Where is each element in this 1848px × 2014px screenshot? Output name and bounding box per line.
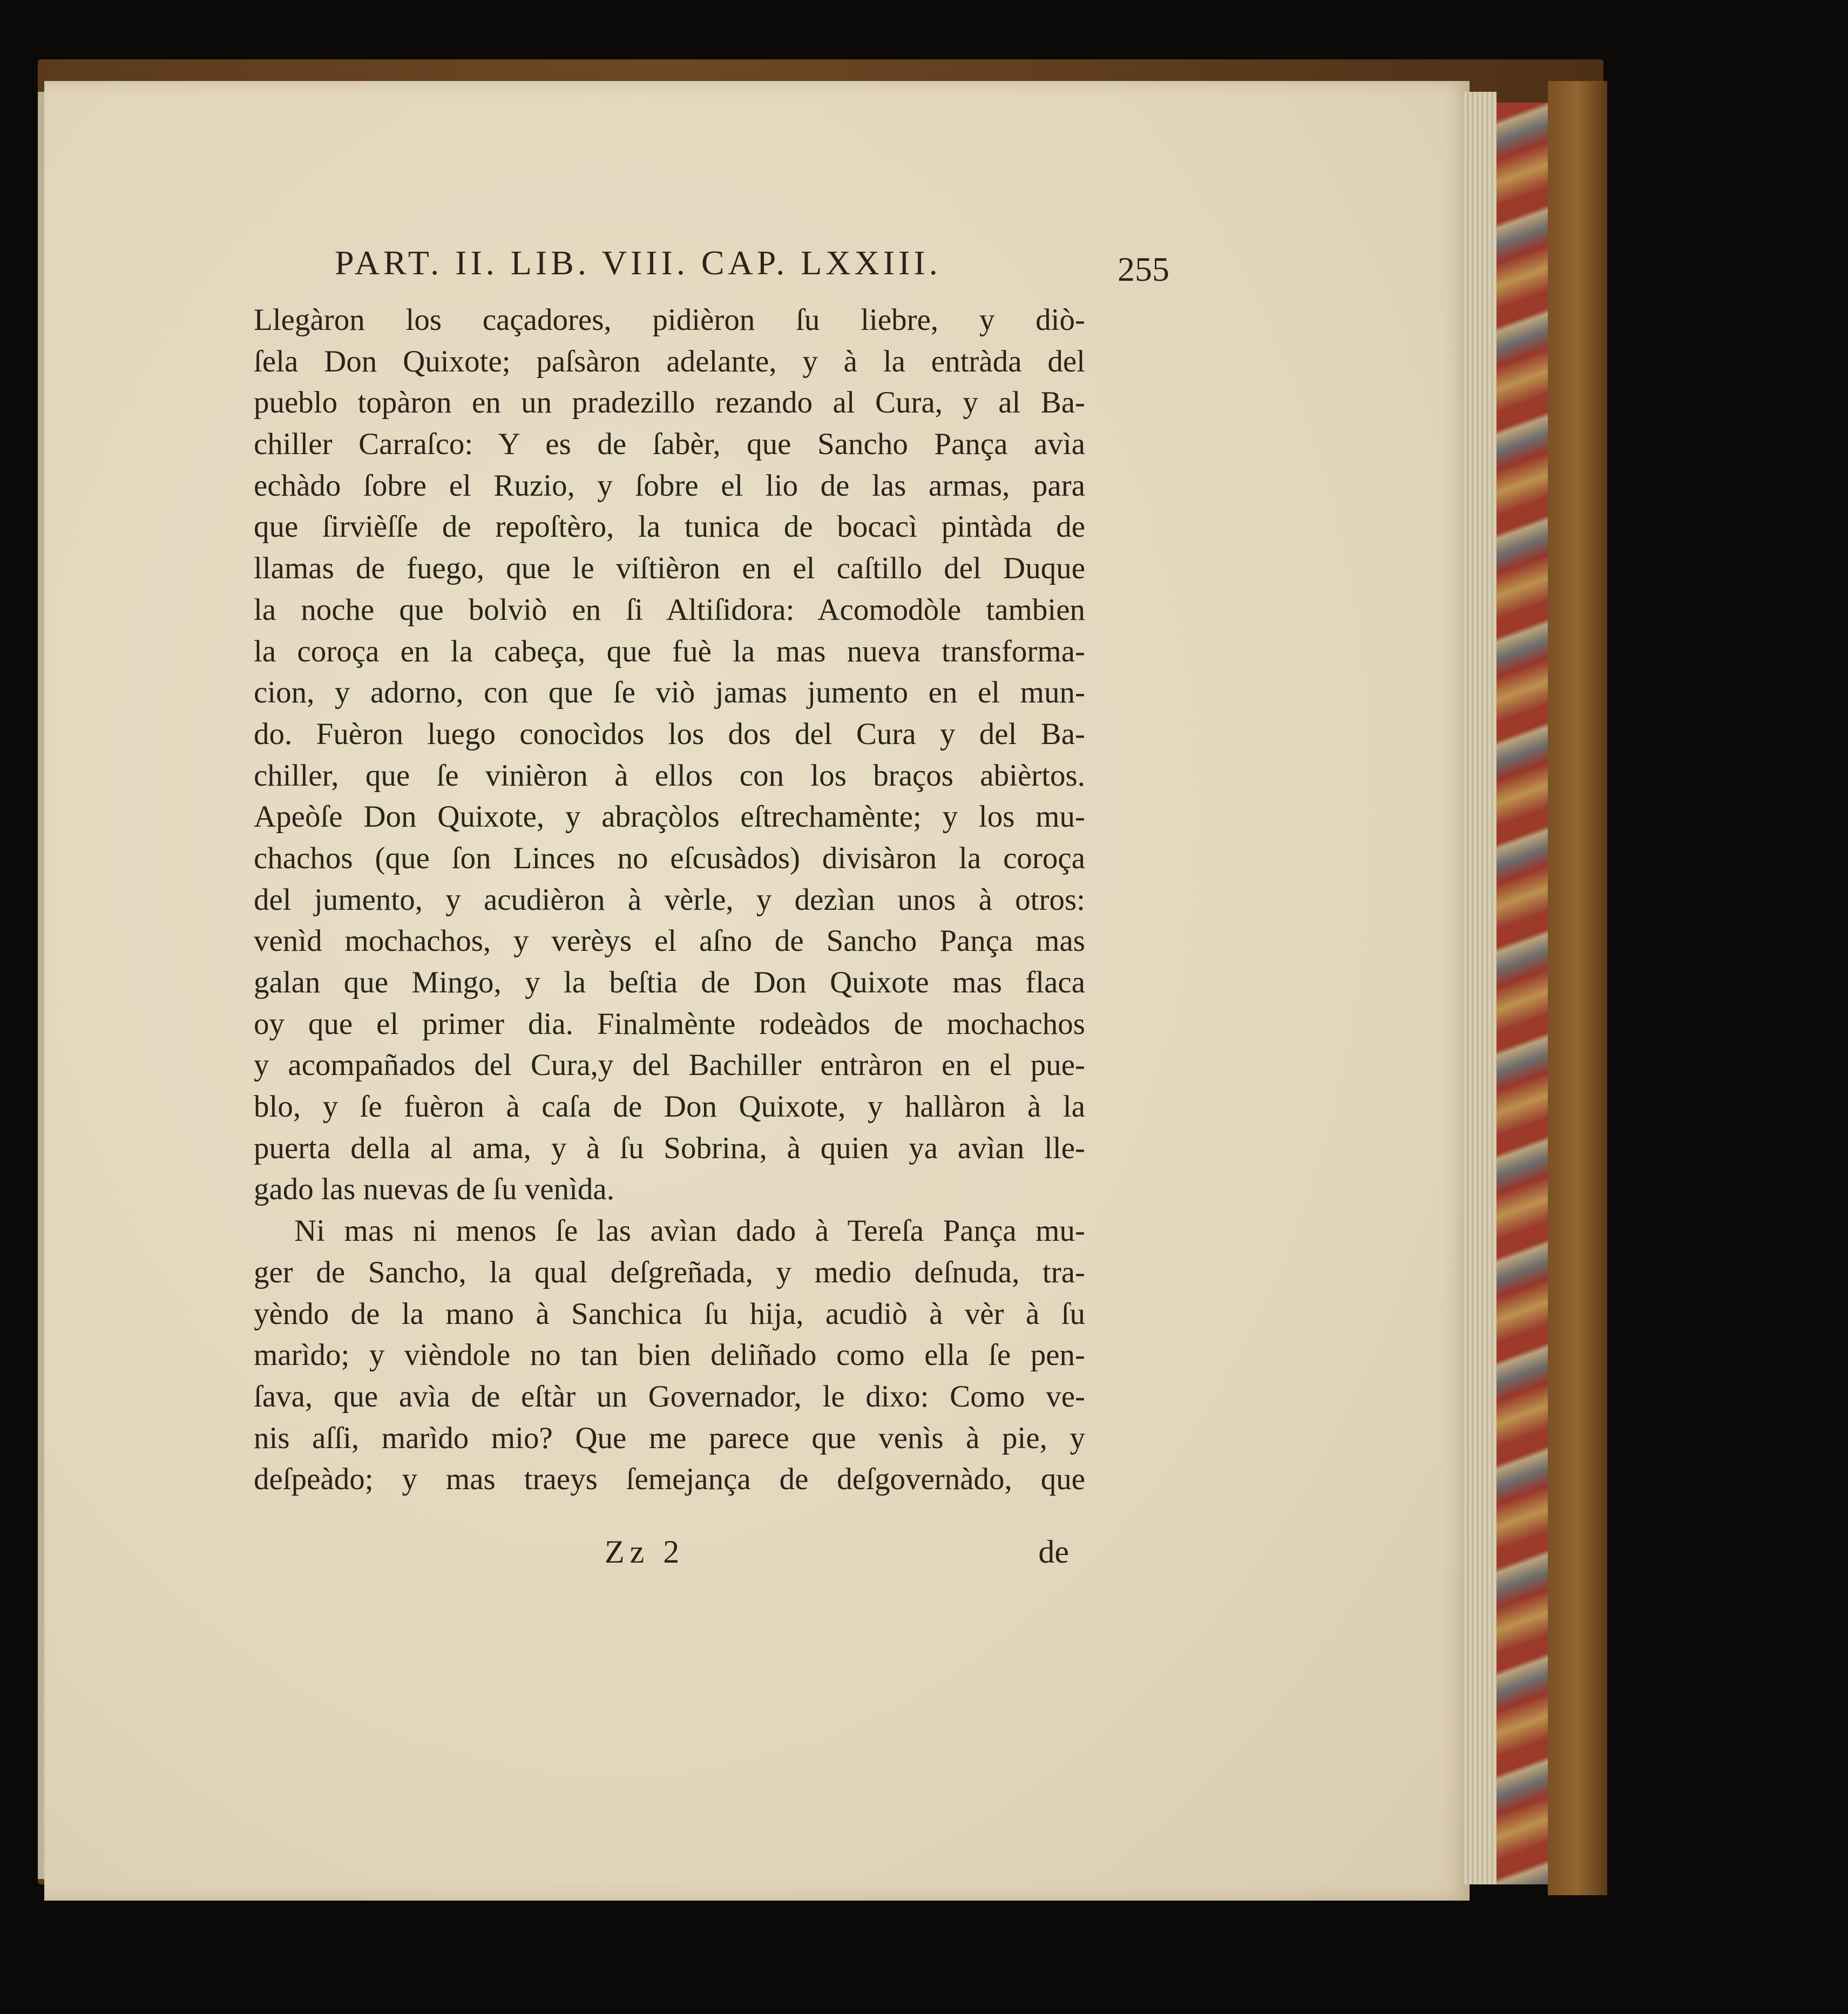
leather-cover-edge	[1548, 81, 1607, 1895]
text-line: del jumento, y acudièron à vèrle, y dezìan unos à otros:	[254, 882, 1085, 917]
text-line: puerta della al ama, y à ſu Sobrina, à quien ya avìan lle-	[254, 1131, 1085, 1165]
signature-mark: Zz 2	[605, 1534, 685, 1570]
text-line: Ni mas ni menos ſe las avìan dado à Tereſa Pança mu-	[294, 1214, 1085, 1248]
text-line: cion, y adorno, con que ſe viò jamas jumento en el mun-	[254, 675, 1085, 710]
text-line: nis aſſi, marìdo mio? Que me parece que venìs à pie, y	[254, 1421, 1085, 1455]
text-line: la coroça en la cabeça, que fuè la mas nueva transforma-	[254, 634, 1085, 668]
text-line: Llegàron los caçadores, pidièron ſu liebre, y diò-	[254, 303, 1085, 337]
text-line: echàdo ſobre el Ruzio, y ſobre el lio de las armas, para	[254, 468, 1085, 503]
text-line: ſava, que avìa de eſtàr un Governador, le dixo: Como ve-	[254, 1379, 1085, 1414]
page-edges	[1464, 92, 1497, 1884]
text-line: yèndo de la mano à Sanchica ſu hija, acudiò à vèr à ſu	[254, 1296, 1085, 1331]
text-line: que ſirvièſſe de repoſtèro, la tunica de bocacì pintàda de	[254, 510, 1085, 544]
catchword: de	[1038, 1534, 1069, 1570]
marbled-endpaper	[1497, 103, 1548, 1884]
text-line: gado las nuevas de ſu venìda.	[254, 1172, 614, 1207]
text-line: blo, y ſe fuèron à caſa de Don Quixote, y hallàron à la	[254, 1090, 1085, 1124]
text-line: llamas de fuego, que le viſtièron en el caſtillo del Duque	[254, 551, 1085, 586]
text-line: deſpeàdo; y mas traeys ſemejança de deſgovernàdo, que	[254, 1462, 1085, 1497]
catchline	[605, 1533, 1069, 1577]
text-line: chachos (que ſon Linces no eſcusàdos) divisàron la coroça	[254, 841, 1085, 875]
text-line: ger de Sancho, la qual deſgreñada, y medio deſnuda, tra-	[254, 1255, 1085, 1289]
text-line: pueblo topàron en un pradezillo rezando al Cura, y al Ba-	[254, 386, 1085, 420]
text-line: oy que el primer dia. Finalmènte rodeàdos de mochachos	[254, 1006, 1085, 1041]
text-line: do. Fuèron luego conocìdos los dos del Cura y del Ba-	[254, 717, 1085, 751]
text-line: chiller Carraſco: Y es de ſabèr, que Sancho Pança avìa	[254, 427, 1085, 462]
text-line: y acompañados del Cura,y del Bachiller entràron en el pue-	[254, 1048, 1085, 1083]
text-line: chiller, que ſe vinièron à ellos con los braços abièrtos.	[254, 758, 1085, 793]
body-text	[254, 300, 1085, 1501]
running-head: PART. II. LIB. VIII. CAP. LXXIII.	[335, 244, 942, 282]
text-line: venìd mochachos, y verèys el aſno de Sancho Pança mas	[254, 924, 1085, 958]
text-line: Apeòſe Don Quixote, y abraçòlos eſtrechamènte; y los mu-	[254, 800, 1085, 834]
text-line: marìdo; y vièndole no tan bien deliñado como ella ſe pen-	[254, 1338, 1085, 1373]
text-line: ſela Don Quixote; paſsàron adelante, y à la entràda del	[254, 344, 1085, 379]
page-number: 255	[1118, 250, 1169, 288]
text-line: la noche que bolviò en ſi Altiſidora: Acomodòle tambien	[254, 592, 1085, 627]
text-line: galan que Mingo, y la beſtia de Don Quixote mas flaca	[254, 965, 1085, 999]
